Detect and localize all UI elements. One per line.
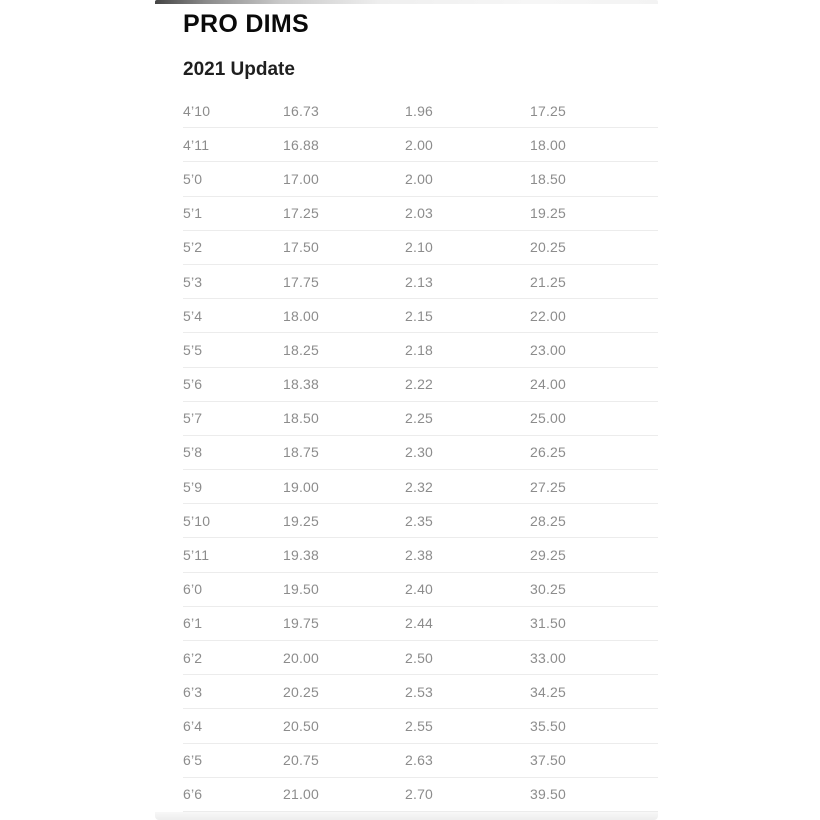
- table-cell: 23.00: [530, 341, 567, 358]
- table-cell: 18.38: [283, 376, 320, 393]
- table-row: [183, 778, 658, 812]
- table-cell: 2.32: [405, 478, 434, 495]
- table-cell: 6’4: [183, 717, 203, 734]
- table-row: [183, 675, 658, 709]
- bottom-scroll-shadow: [155, 812, 658, 820]
- page-title: PRO DIMS: [183, 10, 310, 38]
- table-cell: 4’11: [183, 136, 210, 153]
- table-cell: 2.55: [405, 717, 434, 734]
- table-cell: 24.00: [530, 376, 567, 393]
- table-cell: 18.00: [530, 136, 567, 153]
- table-cell: 16.73: [283, 102, 320, 119]
- dims-table: [183, 94, 658, 812]
- table-cell: 20.00: [283, 649, 320, 666]
- table-cell: 2.22: [405, 376, 434, 393]
- table-cell: 17.25: [283, 205, 320, 222]
- table-cell: 5’4: [183, 307, 203, 324]
- table-cell: 2.15: [405, 307, 434, 324]
- table-cell: 26.25: [530, 444, 567, 461]
- table-cell: 4’10: [183, 102, 211, 119]
- table-cell: 6’3: [183, 683, 203, 700]
- table-cell: 5’0: [183, 170, 203, 187]
- table-cell: 19.50: [283, 581, 320, 598]
- table-cell: 5’9: [183, 478, 203, 495]
- pro-dims-panel: [155, 0, 658, 820]
- table-row: [183, 573, 658, 607]
- table-cell: 5’2: [183, 239, 203, 256]
- table-cell: 6’5: [183, 752, 203, 769]
- table-row: [183, 197, 658, 231]
- table-cell: 20.50: [283, 717, 320, 734]
- table-cell: 2.00: [405, 136, 434, 153]
- table-cell: 2.10: [405, 239, 434, 256]
- table-cell: 16.88: [283, 136, 320, 153]
- panel-content: [155, 0, 658, 812]
- table-cell: 2.44: [405, 615, 434, 632]
- table-cell: 17.50: [283, 239, 320, 256]
- table-cell: 20.25: [283, 683, 320, 700]
- table-cell: 34.25: [530, 683, 567, 700]
- table-cell: 35.50: [530, 717, 567, 734]
- table-cell: 5’11: [183, 547, 210, 564]
- table-cell: 37.50: [530, 752, 567, 769]
- table-cell: 5’6: [183, 376, 203, 393]
- table-cell: 21.00: [283, 786, 320, 803]
- table-cell: 2.63: [405, 752, 434, 769]
- table-cell: 19.75: [283, 615, 320, 632]
- table-cell: 2.53: [405, 683, 434, 700]
- table-cell: 17.00: [283, 170, 320, 187]
- table-row: [183, 641, 658, 675]
- table-cell: 19.25: [283, 512, 320, 529]
- table-cell: 2.50: [405, 649, 434, 666]
- table-cell: 27.25: [530, 478, 567, 495]
- table-cell: 2.00: [405, 170, 434, 187]
- table-cell: 18.50: [530, 170, 567, 187]
- table-cell: 2.40: [405, 581, 434, 598]
- table-cell: 19.38: [283, 547, 320, 564]
- table-cell: 2.30: [405, 444, 434, 461]
- table-cell: 18.00: [283, 307, 320, 324]
- table-cell: 5’3: [183, 273, 203, 290]
- table-cell: 19.25: [530, 205, 567, 222]
- table-cell: 18.50: [283, 410, 320, 427]
- table-cell: 22.00: [530, 307, 567, 324]
- table-row: [183, 299, 658, 333]
- table-row: [183, 162, 658, 196]
- table-cell: 6’1: [183, 615, 203, 632]
- table-cell: 17.75: [283, 273, 320, 290]
- table-cell: 29.25: [530, 547, 567, 564]
- table-cell: 2.70: [405, 786, 434, 803]
- table-row: [183, 231, 658, 265]
- table-cell: 5’1: [183, 205, 203, 222]
- table-row: [183, 436, 658, 470]
- table-cell: 2.03: [405, 205, 434, 222]
- table-cell: 18.75: [283, 444, 320, 461]
- table-row: [183, 470, 658, 504]
- table-row: [183, 744, 658, 778]
- table-cell: 33.00: [530, 649, 567, 666]
- table-cell: 31.50: [530, 615, 567, 632]
- table-cell: 6’2: [183, 649, 203, 666]
- page-subtitle: 2021 Update: [183, 59, 295, 80]
- table-cell: 6’6: [183, 786, 203, 803]
- table-row: [183, 402, 658, 436]
- table-cell: 5’8: [183, 444, 203, 461]
- table-row: [183, 607, 658, 641]
- table-row: [183, 538, 658, 572]
- table-row: [183, 265, 658, 299]
- table-cell: 5’7: [183, 410, 203, 427]
- table-row: [183, 368, 658, 402]
- top-scroll-shadow: [155, 0, 658, 4]
- table-cell: 20.25: [530, 239, 567, 256]
- table-cell: 21.25: [530, 273, 567, 290]
- table-cell: 1.96: [405, 102, 434, 119]
- table-cell: 5’10: [183, 512, 211, 529]
- table-cell: 2.13: [405, 273, 434, 290]
- table-cell: 5’5: [183, 341, 203, 358]
- table-cell: 30.25: [530, 581, 567, 598]
- table-row: [183, 709, 658, 743]
- table-cell: 19.00: [283, 478, 320, 495]
- table-cell: 2.35: [405, 512, 434, 529]
- table-cell: 2.25: [405, 410, 434, 427]
- table-cell: 39.50: [530, 786, 567, 803]
- table-row: [183, 94, 658, 128]
- table-cell: 6’0: [183, 581, 203, 598]
- table-cell: 20.75: [283, 752, 320, 769]
- table-cell: 25.00: [530, 410, 567, 427]
- table-cell: 2.38: [405, 547, 434, 564]
- table-row: [183, 333, 658, 367]
- table-row: [183, 504, 658, 538]
- table-cell: 17.25: [530, 102, 567, 119]
- table-row: [183, 128, 658, 162]
- table-cell: 18.25: [283, 341, 320, 358]
- table-cell: 28.25: [530, 512, 567, 529]
- table-cell: 2.18: [405, 341, 434, 358]
